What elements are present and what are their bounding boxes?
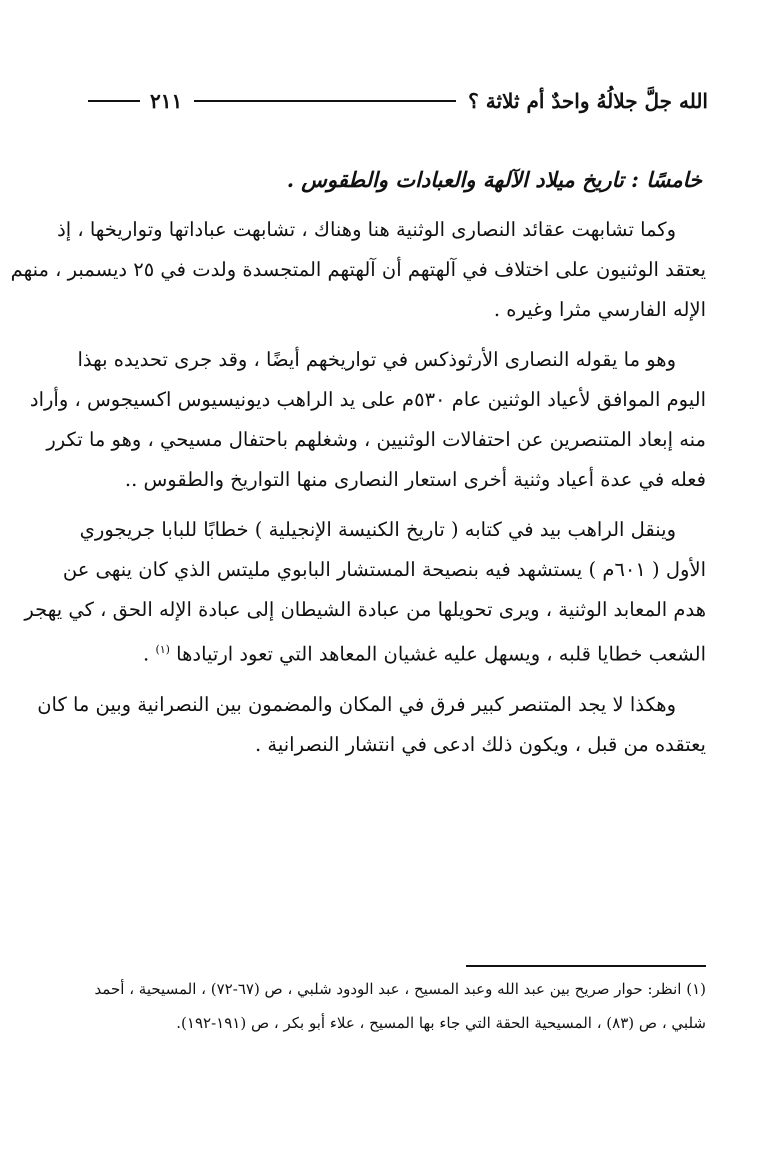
paragraph-line: هدم المعابد الوثنية ، ويرى تحويلها من عبادة الشيطان إلى عبادة الإله الحق ، كي يهجر xyxy=(24,598,706,621)
paragraph-line: فعله في عدة أعياد وثنية أخرى استعار النصارى منها التواريخ والطقوس .. xyxy=(124,468,706,491)
paragraph-line: اليوم الموافق لأعياد الوثنين عام ٥٣٠م على يد الراهب ديونيسيوس اكسيجوس ، وأراد xyxy=(29,388,706,411)
footnote-marker[interactable]: (١) xyxy=(155,643,170,656)
paragraph-line-last xyxy=(70,630,706,675)
section-heading: خامسًا : تاريخ ميلاد الآلهة والعبادات والطقوس . xyxy=(286,167,702,192)
paragraph-line: الأول ( ٦٠١م ) يستشهد فيه بنصيحة المستشار البابوي مليتس الذي كان ينهى عن xyxy=(62,558,706,581)
footnotes xyxy=(80,972,706,1040)
paragraph-2 xyxy=(29,340,706,500)
paragraph-line-text: الشعب خطايا قلبه ، ويسهل عليه غشيان المعاهد التي تعود ارتيادها xyxy=(176,642,706,666)
paragraph-line: الإله الفارسي مثرا وغيره . xyxy=(493,298,706,321)
paragraph-line: يعتقد الوثنيون على اختلاف في آلهتهم أن آلهتهم المتجسدة ولدت في ٢٥ ديسمبر ، منهم xyxy=(10,258,706,281)
footnote-line: شلبي ، ص (٨٣) ، المسيحية الحقة التي جاء بها المسيح ، علاء أبو بكر ، ص (١٩١-١٩٢). xyxy=(176,1014,706,1032)
page-number: ٢١١ xyxy=(150,89,183,113)
footnote-separator xyxy=(466,965,706,967)
paragraph-line: وهكذا لا يجد المتنصر كبير فرق في المكان والمضمون بين النصرانية وبين ما كان xyxy=(37,693,676,716)
running-head-title: الله جلَّ جلالُهُ واحدٌ أم ثلاثة ؟ xyxy=(468,89,708,113)
paragraph-3 xyxy=(24,510,706,675)
paragraph-1 xyxy=(10,210,706,330)
footnote-line: (١) انظر: حوار صريح بين عبد الله وعبد المسيح ، عبد الودود شلبي ، ص (٦٧-٧٢) ، المسيحية ، أحمد xyxy=(94,980,706,998)
paragraph-line: وينقل الراهب بيد في كتابه ( تاريخ الكنيسة الإنجيلية ) خطابًا للبابا جريجوري xyxy=(79,518,676,541)
paragraph-line-end: . xyxy=(143,642,150,666)
paragraph-line: يعتقده من قبل ، ويكون ذلك ادعى في انتشار النصرانية . xyxy=(255,733,706,756)
running-head xyxy=(88,84,708,118)
header-rule xyxy=(194,100,456,102)
paragraph-4 xyxy=(37,685,706,765)
header-rule-tail xyxy=(88,100,140,102)
paragraph-line: وكما تشابهت عقائد النصارى الوثنية هنا وهناك ، تشابهت عباداتها وتواريخها ، إذ xyxy=(57,218,676,241)
paragraph-line: منه إبعاد المتنصرين عن احتفالات الوثنيين ، وشغلهم باحتفال مسيحي ، وهو ما تكرر xyxy=(46,428,706,451)
paragraph-line: وهو ما يقوله النصارى الأرثوذكس في تواريخهم أيضًا ، وقد جرى تحديده بهذا xyxy=(77,348,676,371)
